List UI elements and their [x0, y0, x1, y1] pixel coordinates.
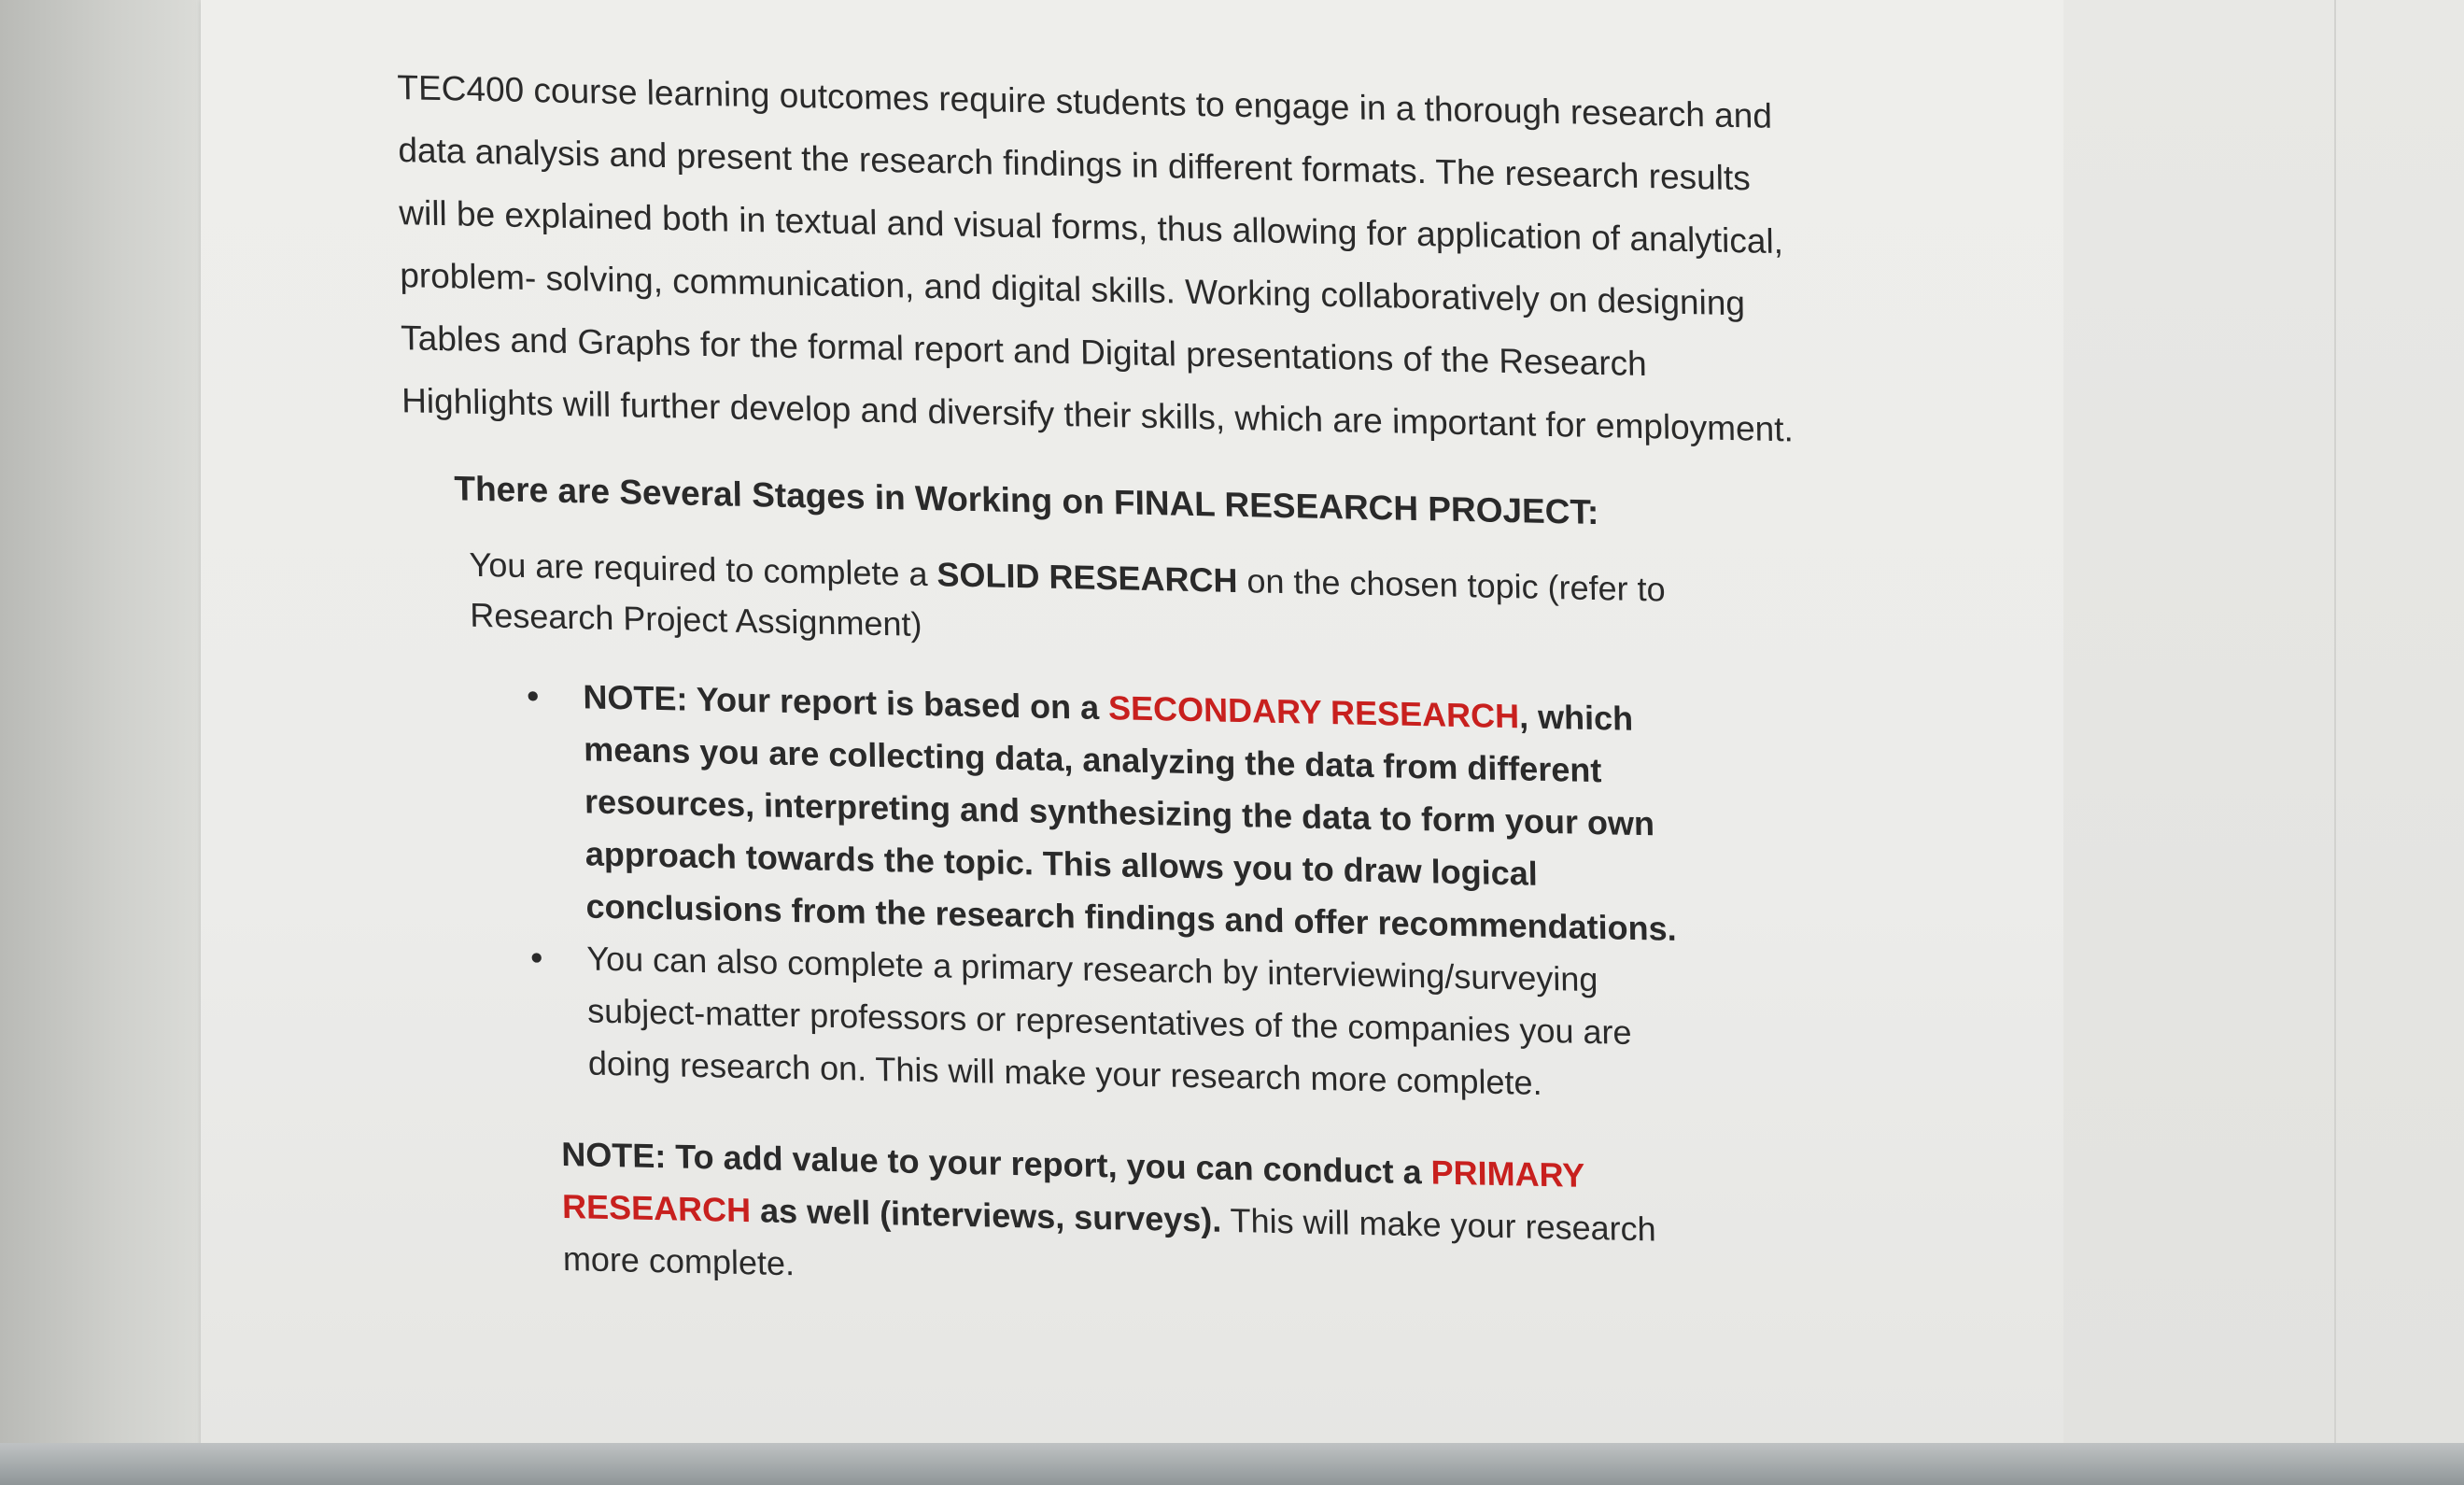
intro-emphasis: SOLID RESEARCH: [936, 555, 1238, 600]
secondary-research-highlight: SECONDARY RESEARCH: [1107, 688, 1520, 736]
bullet-text: You can also complete a primary research by interviewing/surveying subject-matter professors or representatives of the companies you are doing research on. This will make your research more complete.: [586, 939, 1632, 1102]
intro-paragraph: [469, 540, 1711, 667]
document-margin-right: [2063, 0, 2464, 1457]
window-divider: [2334, 0, 2336, 1457]
note-text-bold-after: as well (interviews, surveys).: [750, 1191, 1222, 1239]
document-body: [397, 56, 1908, 1313]
intro-text-after: on the chosen topic (refer to Research Project Assignment): [470, 560, 1666, 644]
monitor-bezel-bottom: [0, 1443, 2464, 1485]
bullet-text-after: , which means you are collecting data, analyzing the data from different resources, interpreting and synthesizing the data to form your own approach towards the topic. This allows you to draw logical conclusions from the research findings and offer recommendations.: [583, 697, 1677, 948]
stages-list: [527, 670, 1718, 1113]
list-item: [530, 931, 1718, 1113]
bullet-text-before: NOTE: Your report is based on a: [583, 677, 1109, 728]
monitor-bezel-left: [0, 0, 196, 1485]
primary-research-highlight: PRIMARY RESEARCH: [561, 1153, 1584, 1230]
intro-text-before: You are required to complete a: [469, 544, 937, 594]
outcomes-paragraph: TEC400 course learning outcomes require students to engage in a thorough research and data analysis and present the research findings in different formats. The research results will be explained both in textual and visual forms, thus allowing for application of analytical, problem- solving, communication, and digital skills. Working collaboratively on designing Tables and Graphs for the formal report and Digital presentations of the Research Highlights will further develop and diversify their skills, which are important for employment.: [397, 68, 1795, 449]
stages-heading: There are Several Stages in Working on FINAL RESEARCH PROJECT:: [454, 469, 1599, 532]
bullet-marker: •: [530, 938, 543, 977]
list-item: [527, 670, 1716, 956]
note-text-before: NOTE: To add value to your report, you can conduct a: [561, 1134, 1431, 1192]
note-text-after: This will make your research more complete.: [562, 1200, 1656, 1283]
primary-research-note: [561, 1128, 1739, 1309]
bullet-marker: •: [527, 676, 540, 715]
